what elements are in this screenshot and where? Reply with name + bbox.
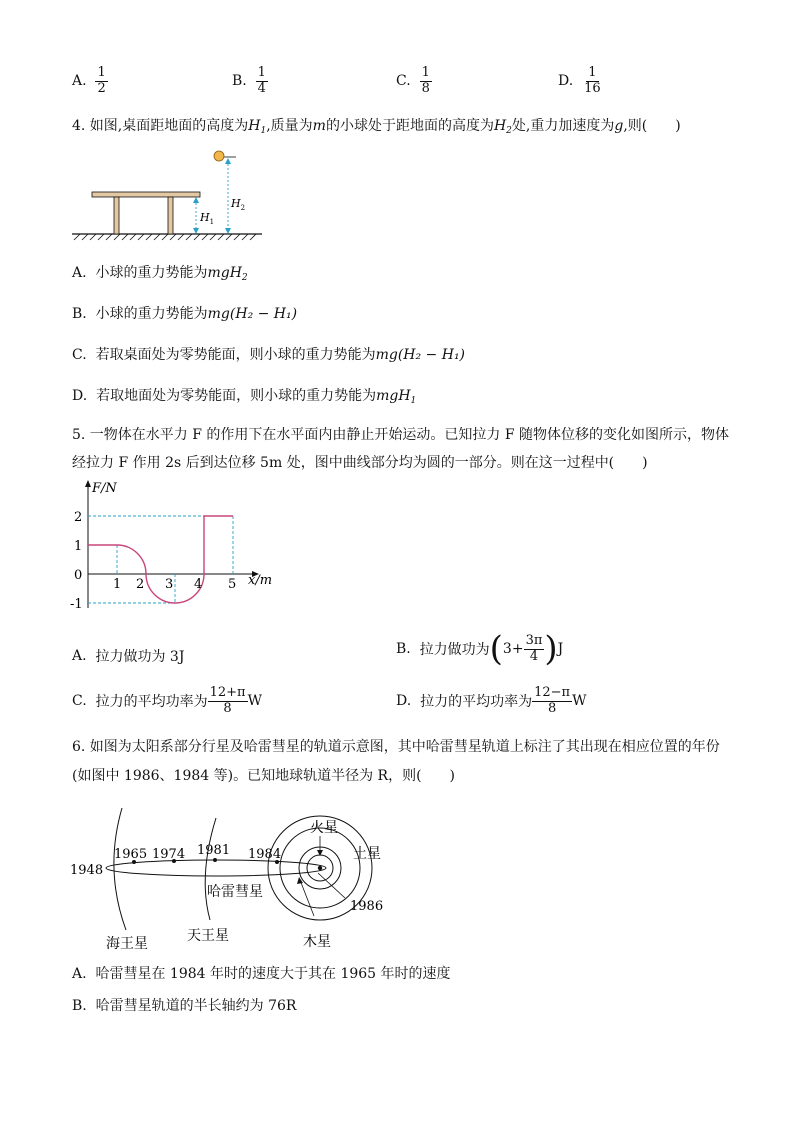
table-top: [92, 192, 200, 197]
halley-orbit: [106, 860, 326, 876]
label-h2: $H_2$: [231, 197, 246, 212]
label-1981: 1981: [197, 843, 231, 858]
label-1948: 1948: [70, 863, 104, 878]
q4-stem: 4. 如图,桌面距地面的高度为$H_1$,质量为m的小球处于距地面的高度为$H_2$处,重力加速度为g,则( ): [72, 118, 681, 136]
y-tick-0: 0: [74, 568, 83, 583]
fraction: $\frac{1}{16}$: [584, 65, 601, 96]
ball: [214, 151, 224, 161]
x-tick-4: 4: [194, 577, 203, 592]
label-1984: 1984: [248, 847, 282, 862]
x-tick-3: 3: [165, 577, 174, 592]
q4-option-a: A. 小球的重力势能为mgH$_2$: [72, 265, 248, 283]
q4-option-b: B. 小球的重力势能为mg(H₂ − H₁): [72, 306, 298, 322]
q6-stem-line2: (如图中 1986、1984 等)。已知地球轨道半径为 R，则( ): [72, 768, 455, 784]
fraction: $\frac{1}{2}$: [97, 65, 106, 96]
q5-stem-line1: 5. 一物体在水平力 F 的作用下在水平面内由静止开始运动。已知拉力 F 随物体位移的变化如图所示，物体: [72, 427, 730, 443]
fraction: $\frac{12+\pi}{8}$: [209, 685, 246, 716]
y-tick-neg1: -1: [70, 597, 83, 612]
q5-option-a: A. 拉力做功为 3J: [72, 648, 185, 665]
q6-stem-line1: 6. 如图为太阳系部分行星及哈雷彗星的轨道示意图，其中哈雷彗星轨道上标注了其出现在相应位置的年份: [72, 739, 720, 755]
x-tick-5: 5: [228, 577, 237, 592]
label-h1: $H_1$: [200, 211, 215, 226]
q6-option-b: B. 哈雷彗星轨道的半长轴约为 76R: [72, 998, 297, 1014]
q5-option-b: B. 拉力做功为 ( 3+ $\frac{3\pi}{4}$ ) J: [396, 629, 564, 669]
label-halley: 哈雷彗星: [207, 884, 263, 900]
x-tick-1: 1: [113, 577, 122, 592]
y-axis-label: F/N: [92, 481, 117, 496]
q3-option-d: D. $\frac{1}{16}$: [558, 65, 601, 96]
x-axis-label: x/m: [248, 573, 273, 588]
q6-option-a: A. 哈雷彗星在 1984 年时的速度大于其在 1965 年时的速度: [72, 966, 451, 982]
fraction: $\frac{1}{4}$: [257, 65, 266, 96]
q5-option-d: D. 拉力的平均功率为 $\frac{12-\pi}{8}$ W: [396, 685, 587, 716]
q3-option-b: B. $\frac{1}{4}$: [232, 65, 266, 96]
label-1986: 1986: [350, 899, 384, 914]
label-mars: 火星: [310, 820, 338, 836]
label-neptune: 海王星: [106, 936, 148, 952]
q4-option-c: C. 若取桌面处为零势能面，则小球的重力势能为mg(H₂ − H₁): [72, 347, 466, 363]
table-leg-left: [114, 197, 119, 234]
table-leg-right: [168, 197, 173, 234]
ground-hatching: [74, 234, 256, 240]
q4-table-figure: [70, 145, 270, 245]
sun: [318, 866, 322, 870]
label-jupiter: 木星: [303, 934, 331, 950]
q6-orbit-diagram: [70, 788, 420, 956]
fraction: $\frac{1}{8}$: [421, 65, 430, 96]
label-saturn: 土星: [353, 846, 381, 862]
force-curve: [88, 516, 233, 603]
x-tick-2: 2: [136, 577, 145, 592]
q5-stem-line2: 经拉力 F 作用 2s 后到达位移 5m 处，图中曲线部分均为圆的一部分。则在这一过程中( ): [72, 455, 648, 471]
neptune-orbit: [114, 808, 126, 930]
label-1965: 1965: [114, 847, 148, 862]
q5-force-chart: [70, 478, 280, 618]
q3-option-a: A. $\frac{1}{2}$: [72, 65, 106, 96]
q5-option-c: C. 拉力的平均功率为 $\frac{12+\pi}{8}$ W: [72, 685, 262, 716]
label-uranus: 天王星: [187, 928, 229, 944]
y-tick-2: 2: [74, 510, 83, 525]
q4-option-d: D. 若取地面处为零势能面，则小球的重力势能为mgH$_1$: [72, 388, 417, 406]
q3-option-c: C. $\frac{1}{8}$: [396, 65, 430, 96]
fraction: $\frac{12-\pi}{8}$: [534, 685, 571, 716]
uranus-orbit: [205, 818, 216, 920]
dashed-guides: [88, 516, 233, 603]
y-tick-1: 1: [74, 539, 83, 554]
label-1974: 1974: [152, 847, 186, 862]
